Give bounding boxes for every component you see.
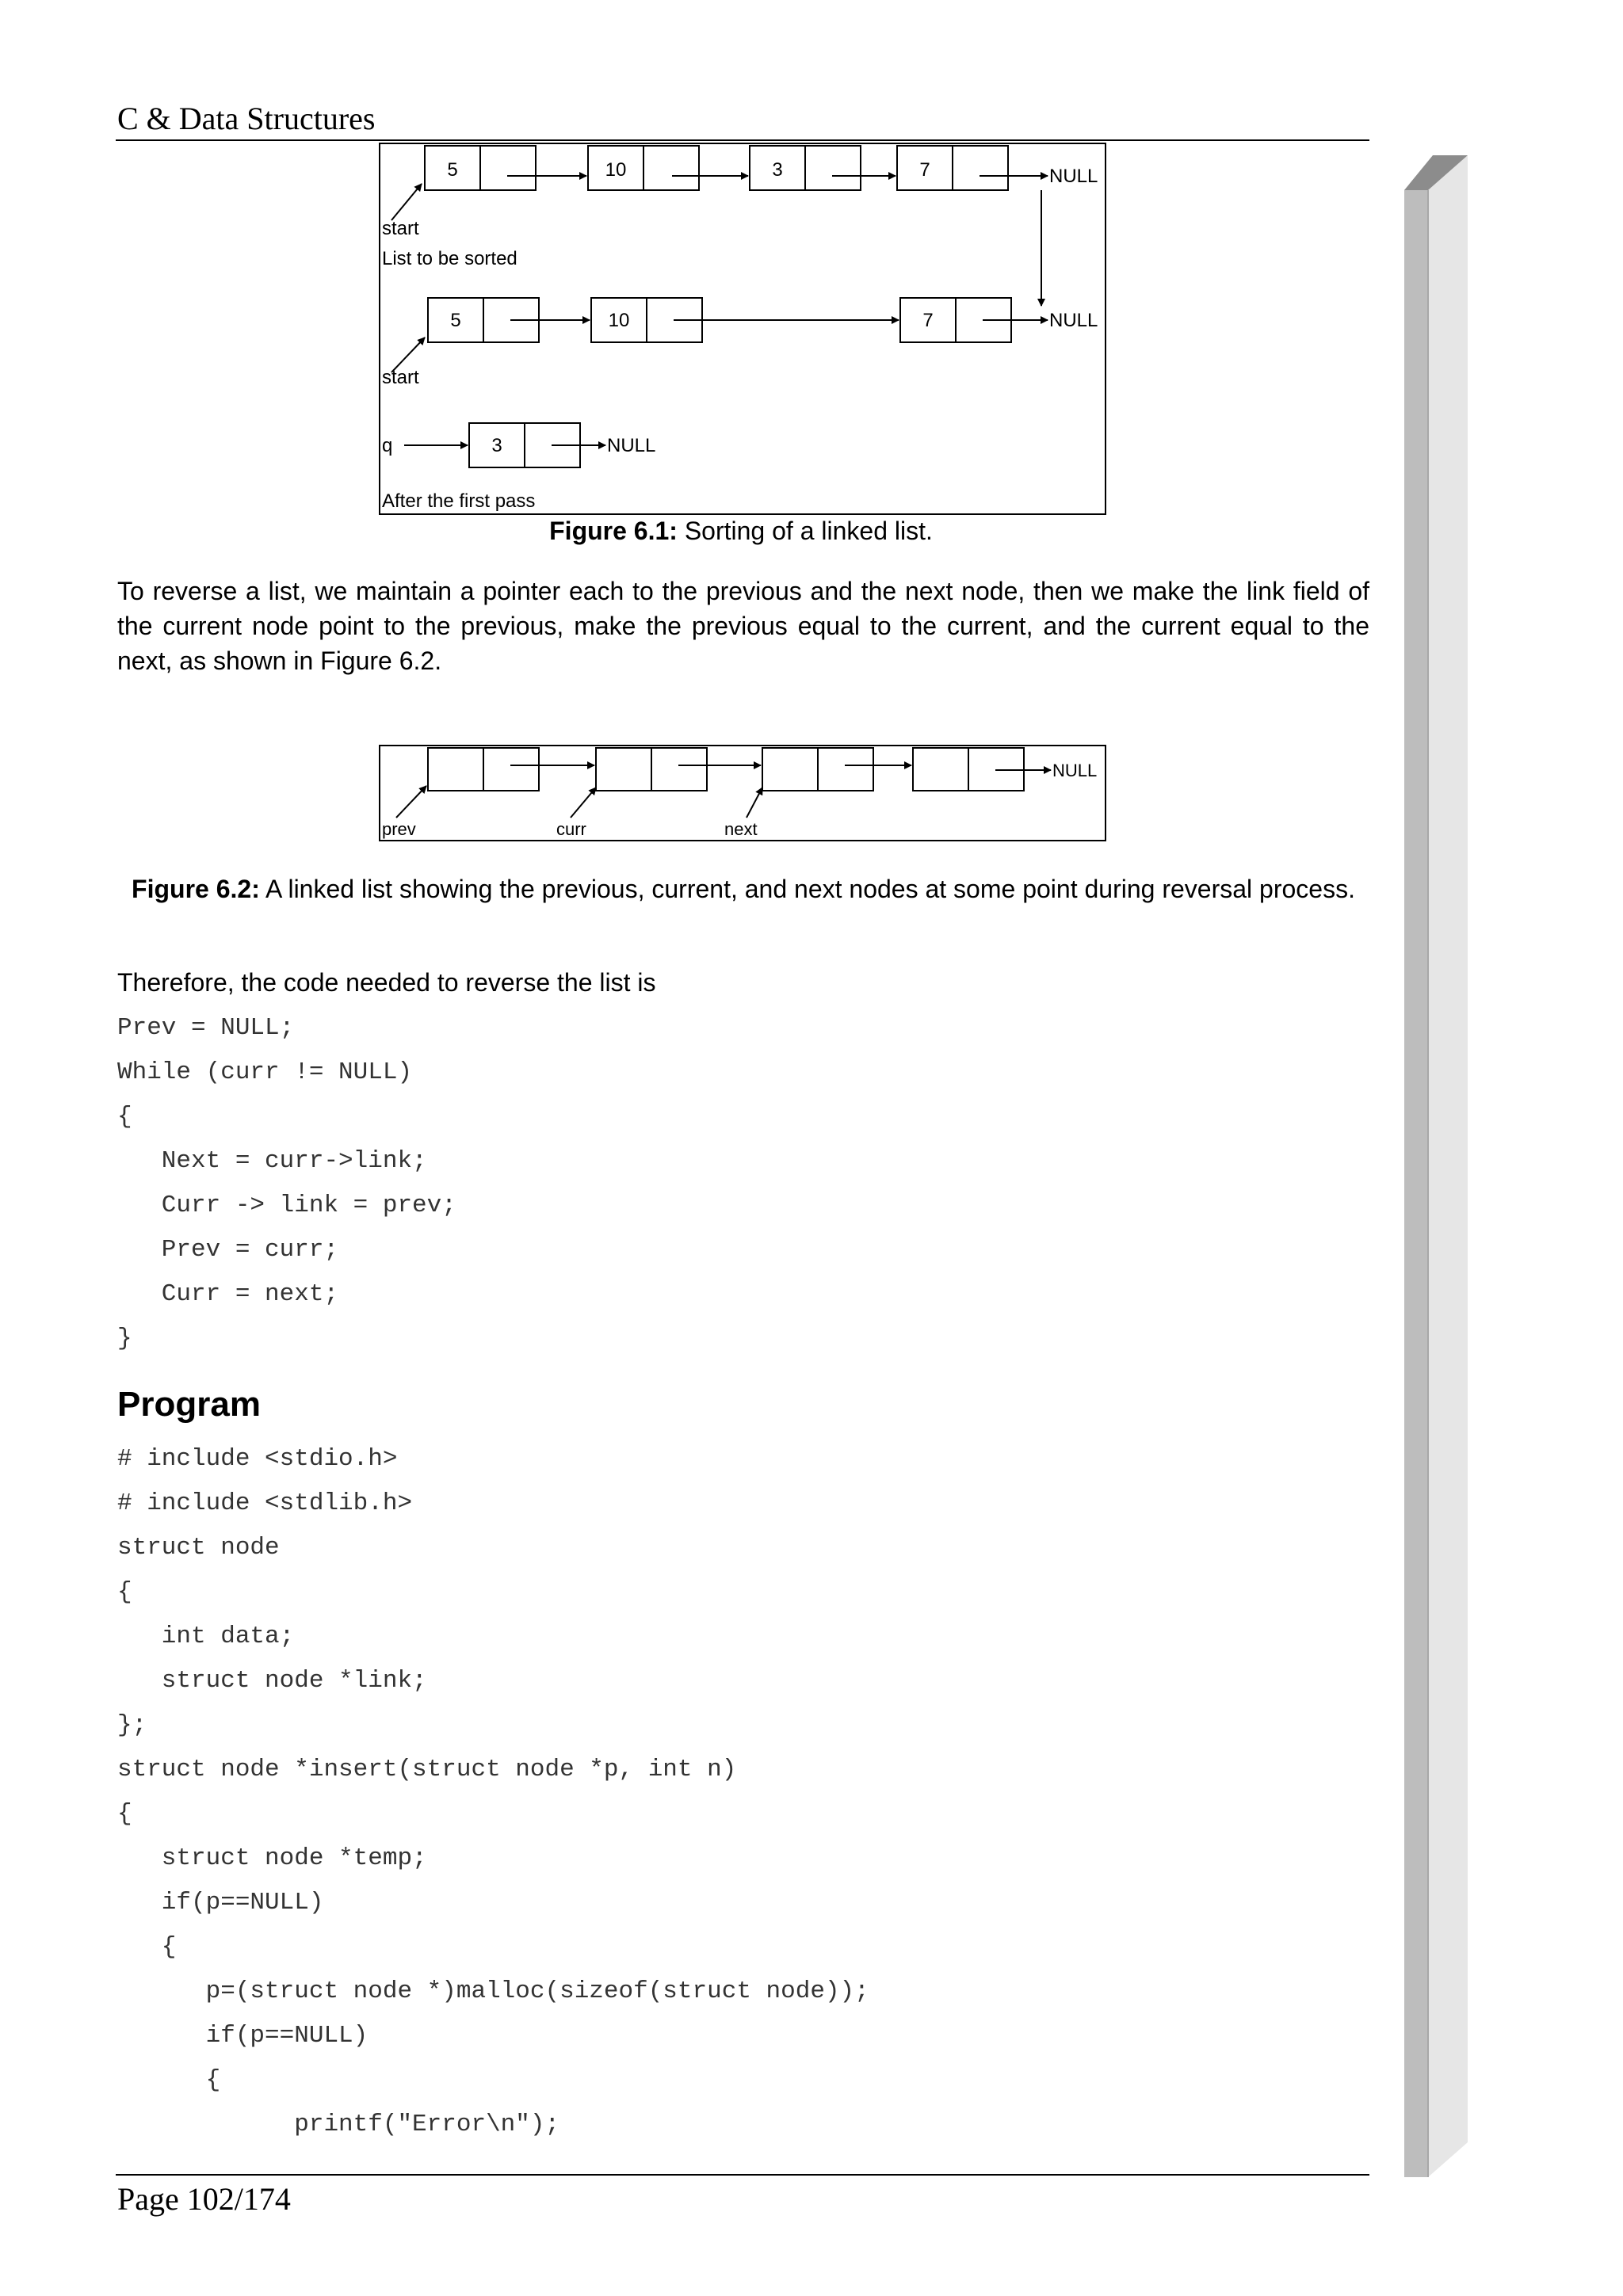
figure-6-1-caption	[379, 515, 1103, 547]
header-title: C & Data Structures	[117, 101, 376, 136]
code-line: {	[117, 1933, 177, 1961]
paragraph-reverse-intro: To reverse a list, we maintain a pointer each to the previous and the next node, then we make the link field of the current node point to the previous, make the previous equal to the current, and the current equal to the next, as shown in Figure 6.2.	[117, 577, 1369, 675]
fig1-row1-val-2: 10	[605, 159, 627, 181]
code-line: # include <stdio.h>	[117, 1445, 398, 1473]
code-line: if(p==NULL)	[117, 2022, 369, 2050]
code-line: if(p==NULL)	[117, 1889, 324, 1917]
code-line: int data;	[117, 1623, 295, 1650]
fig1-start-1: start	[382, 218, 419, 239]
fig1-null-3: NULL	[607, 435, 656, 456]
fig1-null-1: NULL	[1049, 166, 1098, 187]
figure-6-2-diagram	[380, 746, 1105, 840]
program-code-block	[117, 1437, 869, 2147]
code-line: }	[117, 1325, 132, 1352]
program-heading: Program	[117, 1385, 261, 1424]
code-line: Prev = curr;	[117, 1236, 339, 1264]
fig1-null-2: NULL	[1049, 310, 1098, 331]
fig1-row1-val-3: 3	[772, 159, 783, 181]
code-line: {	[117, 1103, 132, 1131]
code-line: p=(struct node *)malloc(sizeof(struct node));	[117, 1978, 869, 2005]
figure-6-1	[379, 143, 1106, 515]
code-line: {	[117, 1800, 132, 1828]
fig2-prev-label: prev	[382, 819, 416, 839]
figure-6-1-diagram	[380, 144, 1105, 513]
figure-6-2-caption	[117, 873, 1369, 905]
fig2-curr-label: curr	[556, 819, 586, 839]
decorative-side-bar	[1404, 155, 1468, 2177]
fig1-row2-val-1: 5	[450, 310, 461, 331]
figure-6-1-caption-text: Sorting of a linked list.	[677, 517, 933, 545]
fig1-q-label: q	[382, 435, 393, 456]
fig1-list-label: List to be sorted	[382, 248, 517, 269]
code-line: printf("Error\n");	[117, 2111, 560, 2138]
reverse-code-block	[117, 1006, 456, 1361]
fig2-next-label: next	[724, 819, 758, 839]
code-line: While (curr != NULL)	[117, 1058, 413, 1086]
fig1-row3-val: 3	[491, 435, 502, 456]
code-line: Curr = next;	[117, 1280, 339, 1308]
footer-rule	[116, 2174, 1369, 2176]
code-line: Curr -> link = prev;	[117, 1192, 456, 1219]
code-line: struct node *temp;	[117, 1844, 427, 1872]
fig1-row2-val-3: 7	[922, 310, 934, 331]
code-line: };	[117, 1711, 147, 1739]
code-line: Next = curr->link;	[117, 1147, 427, 1175]
footer-page-number: Page 102/174	[117, 2181, 291, 2217]
figure-6-2	[379, 745, 1106, 841]
figure-6-2-caption-label: Figure 6.2:	[132, 875, 260, 903]
code-line: # include <stdlib.h>	[117, 1489, 413, 1517]
fig1-row1-val-4: 7	[919, 159, 930, 181]
code-line: Prev = NULL;	[117, 1014, 295, 1042]
code-line: {	[117, 2066, 221, 2094]
code-line: struct node	[117, 1534, 280, 1562]
figure-6-2-caption-text: A linked list showing the previous, current, and next nodes at some point during reversal process.	[259, 875, 1355, 903]
header-rule	[116, 139, 1369, 141]
code-line: {	[117, 1578, 132, 1606]
code-line: struct node *insert(struct node *p, int n)	[117, 1756, 737, 1783]
fig1-start-2: start	[382, 367, 419, 388]
paragraph-code-intro: Therefore, the code needed to reverse the list is	[117, 968, 656, 997]
fig2-null: NULL	[1052, 761, 1098, 780]
figure-6-1-caption-label: Figure 6.1:	[549, 517, 678, 545]
code-line: struct node *link;	[117, 1667, 427, 1695]
fig1-row1-val-1: 5	[447, 159, 458, 181]
fig1-pass-label: After the first pass	[382, 490, 536, 512]
fig1-row2-val-2: 10	[608, 310, 630, 331]
